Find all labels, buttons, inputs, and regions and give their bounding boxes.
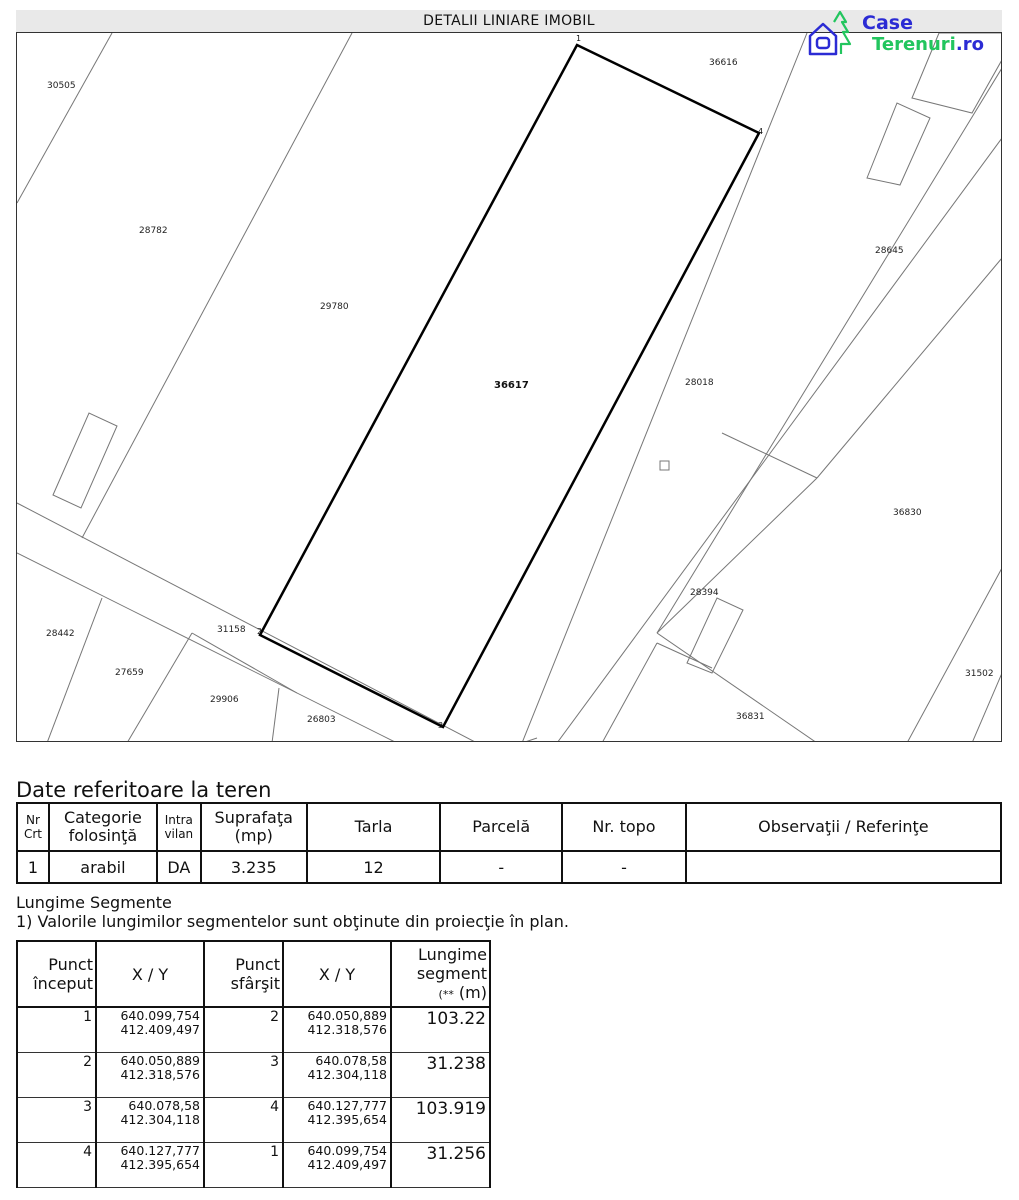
- map-svg: [17, 33, 1002, 742]
- cell-lungime: 31.238: [391, 1053, 490, 1098]
- house-tree-icon: [806, 8, 862, 58]
- cell-tarla: 12: [307, 851, 441, 883]
- segment-row: [17, 1053, 490, 1098]
- header-xy-start: X / Y: [96, 941, 204, 1007]
- teren-data-row: [17, 851, 1001, 883]
- header-nr-crt: Nr Crt: [17, 803, 49, 851]
- header-observatii: Observaţii / Referinţe: [686, 803, 1001, 851]
- cell-punct-sfarsit: 2: [204, 1007, 283, 1053]
- parcel-label-28645: 28645: [875, 246, 904, 256]
- parcel-label-26803: 26803: [307, 715, 336, 725]
- cell-punct-inceput: 2: [17, 1053, 96, 1098]
- logo-terenuri: Terenuri.ro: [872, 34, 984, 55]
- parcel-label-36617: 36617: [494, 380, 529, 391]
- cell-punct-sfarsit: 1: [204, 1143, 283, 1188]
- cell-xy-end: 640.078,58 412.304,118: [283, 1053, 391, 1098]
- cadastral-map: [16, 32, 1002, 742]
- cell-categorie: arabil: [49, 851, 157, 883]
- parcel-label-28442: 28442: [46, 629, 75, 639]
- parcel-label-30505: 30505: [47, 81, 76, 91]
- segment-row: [17, 1143, 490, 1188]
- segments-header-row: [17, 941, 490, 1007]
- header-parcela: Parcelă: [440, 803, 562, 851]
- teren-header-row: [17, 803, 1001, 851]
- cell-parcela: -: [440, 851, 562, 883]
- cell-xy-end: 640.099,754 412.409,497: [283, 1143, 391, 1188]
- segment-row: [17, 1098, 490, 1143]
- cell-lungime: 31.256: [391, 1143, 490, 1188]
- cell-punct-inceput: 3: [17, 1098, 96, 1143]
- parcel-label-36830: 36830: [893, 508, 922, 518]
- segments-body: [17, 1007, 490, 1188]
- logo-case: Case: [862, 12, 913, 34]
- cell-lungime: 103.22: [391, 1007, 490, 1053]
- header-suprafata: Suprafaţa (mp): [201, 803, 307, 851]
- parcel-label-36831: 36831: [736, 712, 765, 722]
- segments-title: Lungime Segmente: [16, 893, 172, 912]
- header-nr-topo: Nr. topo: [562, 803, 686, 851]
- parcel-label-36616: 36616: [709, 58, 738, 68]
- casaterenuri-logo: [806, 8, 996, 58]
- teren-section-title: Date referitoare la teren: [16, 778, 272, 802]
- teren-table: [16, 802, 1002, 884]
- header-punct-sfarsit: Punct sfârşit: [204, 941, 283, 1007]
- vertex-label-4: 4: [758, 127, 764, 136]
- cell-nr-topo: -: [562, 851, 686, 883]
- segment-row: [17, 1007, 490, 1053]
- cell-punct-sfarsit: 3: [204, 1053, 283, 1098]
- cell-punct-sfarsit: 4: [204, 1098, 283, 1143]
- header-categorie: Categorie folosinţă: [49, 803, 157, 851]
- parcel-label-28394: 28394: [690, 588, 719, 598]
- header-lungime: Lungime segment (** (m): [391, 941, 490, 1007]
- cell-xy-start: 640.127,777 412.395,654: [96, 1143, 204, 1188]
- cell-xy-end: 640.127,777 412.395,654: [283, 1098, 391, 1143]
- cell-punct-inceput: 4: [17, 1143, 96, 1188]
- cell-punct-inceput: 1: [17, 1007, 96, 1053]
- parcel-label-27659: 27659: [115, 668, 144, 678]
- cell-xy-start: 640.078,58 412.304,118: [96, 1098, 204, 1143]
- cell-xy-end: 640.050,889 412.318,576: [283, 1007, 391, 1053]
- segments-table: [16, 940, 491, 1188]
- parcel-label-31502: 31502: [965, 669, 994, 679]
- map-header: DETALII LINIARE IMOBIL: [16, 10, 1002, 32]
- parcel-label-28782: 28782: [139, 226, 168, 236]
- cell-xy-start: 640.099,754 412.409,497: [96, 1007, 204, 1053]
- vertex-label-3: 3: [438, 721, 444, 730]
- vertex-label-1: 1: [576, 34, 582, 43]
- header-tarla: Tarla: [307, 803, 441, 851]
- header-punct-inceput: Punct început: [17, 941, 96, 1007]
- header-intravilan: Intra vilan: [157, 803, 201, 851]
- cell-intravilan: DA: [157, 851, 201, 883]
- cell-lungime: 103.919: [391, 1098, 490, 1143]
- cell-nr: 1: [17, 851, 49, 883]
- parcel-labels: [46, 58, 994, 725]
- vertex-label-2: 2: [257, 627, 263, 636]
- parcel-label-28018: 28018: [685, 378, 714, 388]
- header-xy-end: X / Y: [283, 941, 391, 1007]
- cell-observatii: [686, 851, 1001, 883]
- parcel-label-29780: 29780: [320, 302, 349, 312]
- cell-suprafata: 3.235: [201, 851, 307, 883]
- parcel-label-29906: 29906: [210, 695, 239, 705]
- parcel-label-31158: 31158: [217, 625, 246, 635]
- segments-note: 1) Valorile lungimilor segmentelor sunt obţinute din proiecţie în plan.: [16, 912, 569, 931]
- cell-xy-start: 640.050,889 412.318,576: [96, 1053, 204, 1098]
